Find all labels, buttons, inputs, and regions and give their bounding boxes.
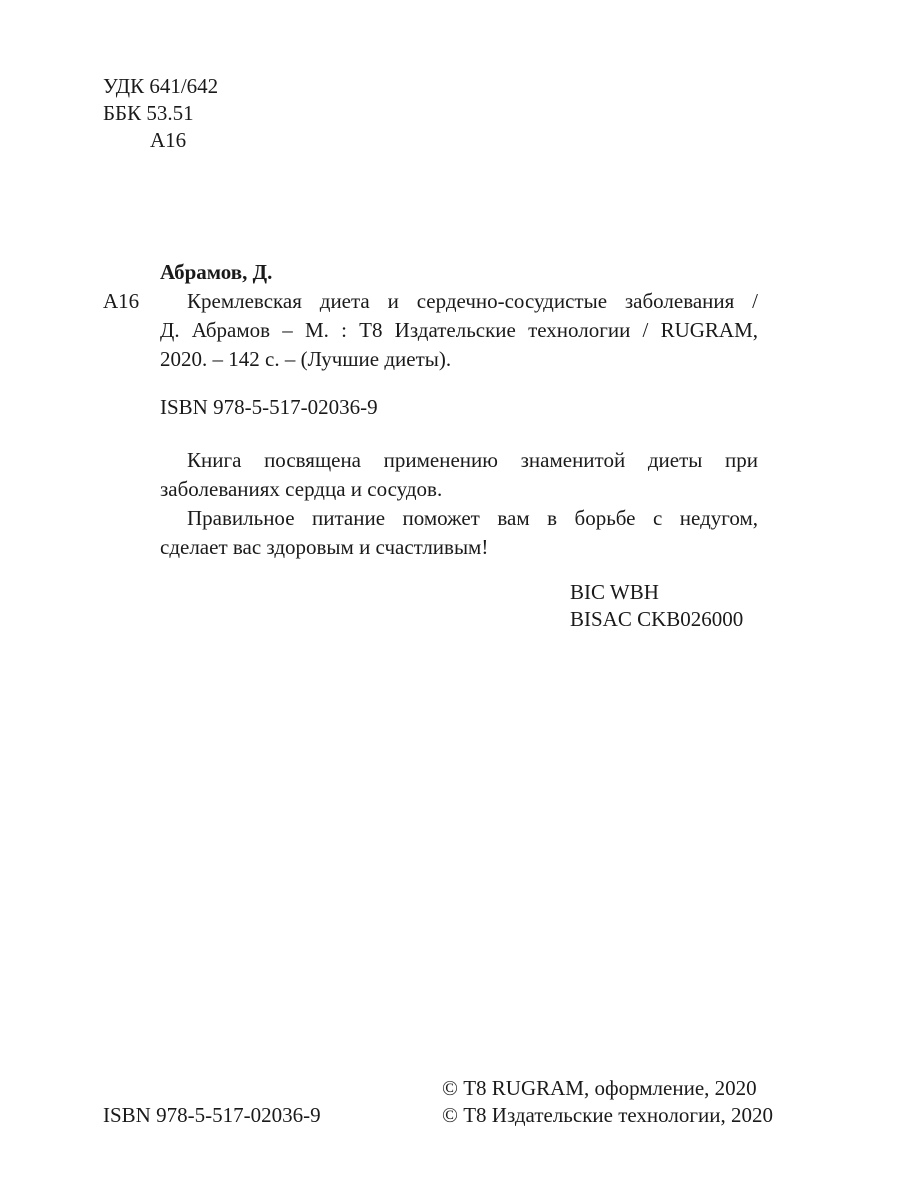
copyright-design: © Т8 RUGRAM, оформление, 2020 [442, 1076, 757, 1100]
catalog-isbn: ISBN 978-5-517-02036-9 [160, 395, 378, 419]
catalog-left-mark: А16 [103, 289, 140, 313]
copyright-publisher: © Т8 Издательские технологии, 2020 [442, 1103, 773, 1127]
description-line-1: Кремлевская диета и сердечно-сосудистые заболевания / [187, 289, 758, 313]
description-line-2: Д. Абрамов – М. : Т8 Издательские технологии / RUGRAM, [160, 318, 758, 342]
footer-isbn: ISBN 978-5-517-02036-9 [103, 1103, 321, 1127]
annotation-p1-line-1: Книга посвящена применению знаменитой диеты при [187, 448, 758, 472]
bic-code: BIC WBH [570, 580, 659, 604]
description-line-3: 2020. – 142 с. – (Лучшие диеты). [160, 347, 452, 371]
annotation [160, 446, 758, 562]
author-mark: А16 [150, 128, 187, 152]
bbk-code: ББК 53.51 [103, 101, 194, 125]
catalog-description [160, 287, 758, 374]
annotation-p2-line-1: Правильное питание поможет вам в борьбе с недугом, [187, 506, 758, 530]
annotation-p2-line-2: сделает вас здоровым и счастливым! [160, 535, 489, 559]
annotation-p1-line-2: заболеваниях сердца и сосудов. [160, 477, 443, 501]
udk-code: УДК 641/642 [103, 74, 219, 98]
bisac-code: BISAC CKB026000 [570, 607, 744, 631]
author-heading: Абрамов, Д. [160, 260, 273, 284]
